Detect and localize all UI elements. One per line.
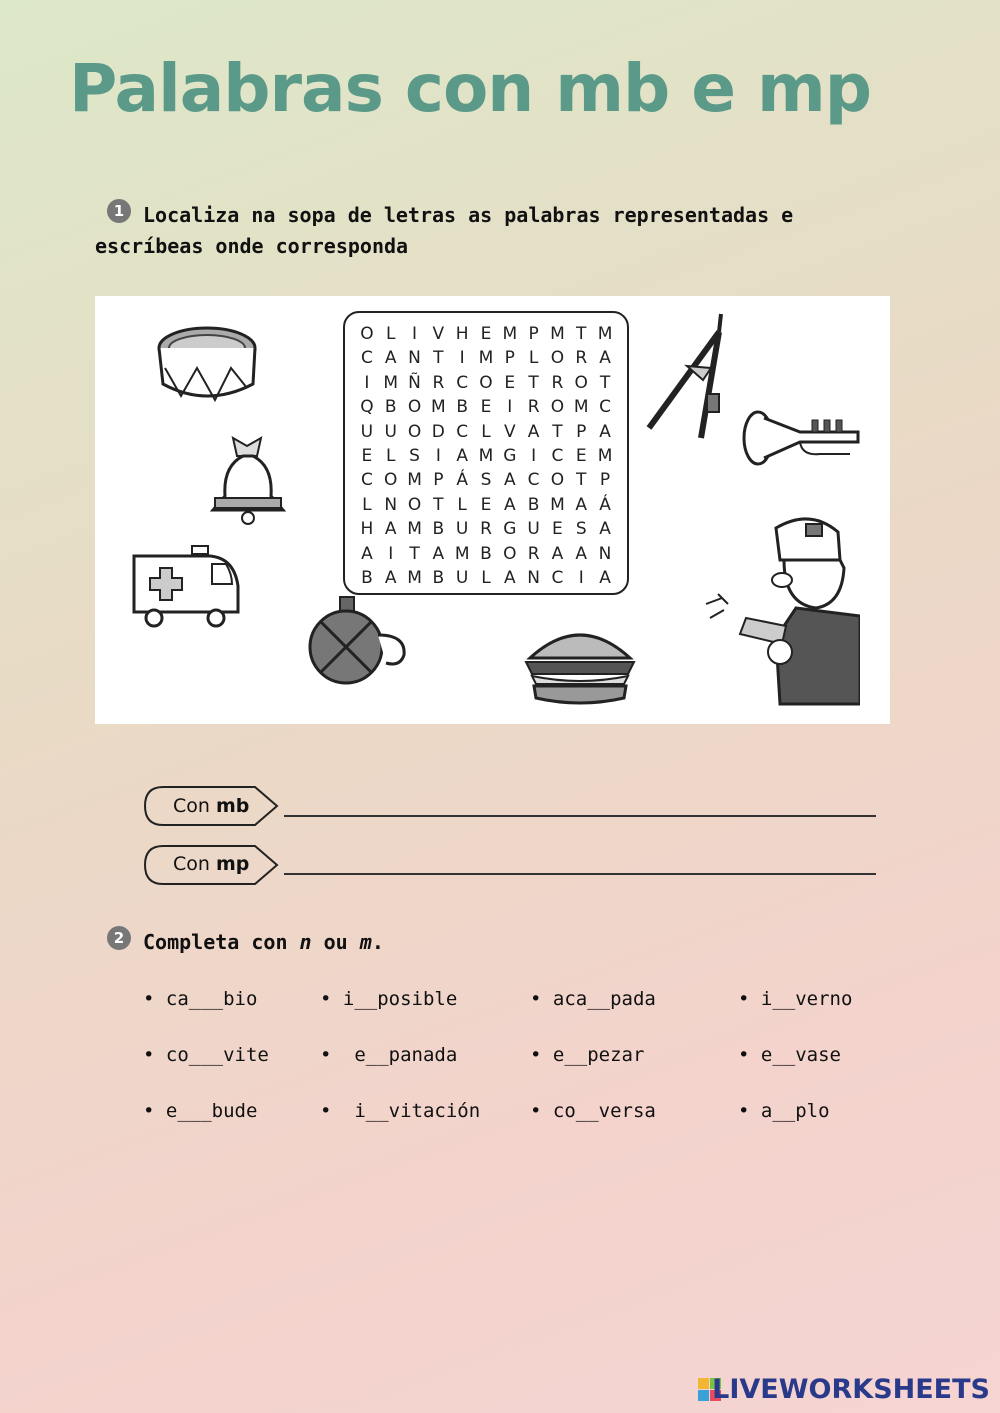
word-search-letter[interactable]: T (552, 421, 563, 442)
exercise-item[interactable]: • co___vite (143, 1044, 269, 1066)
word-search-letter[interactable]: N (408, 348, 421, 369)
bell-icon (203, 426, 293, 526)
word-search-letter[interactable]: R (432, 372, 445, 393)
word-search-letter[interactable]: M (597, 324, 613, 344)
exercise-item[interactable]: • aca__pada (530, 988, 656, 1010)
word-search-letter[interactable]: I (578, 568, 584, 588)
word-search-letter[interactable]: I (388, 543, 394, 564)
word-search-letter[interactable]: A (599, 421, 611, 442)
word-search-letter[interactable]: G (503, 519, 517, 540)
word-search-letter[interactable]: M (407, 519, 422, 540)
word-search-letter[interactable]: S (575, 519, 587, 540)
word-search-letter[interactable]: A (551, 543, 564, 564)
word-search-letter[interactable]: D (431, 421, 445, 442)
section-2-number: 2 (107, 926, 131, 950)
section-1-number: 1 (107, 199, 131, 223)
word-search-letter[interactable]: A (527, 421, 540, 442)
word-search-letter[interactable]: S (480, 470, 492, 491)
word-search-row (355, 348, 617, 372)
word-search-letter[interactable]: E (575, 446, 587, 466)
word-search-letter[interactable]: O (503, 543, 517, 564)
word-search-letter[interactable]: P (504, 348, 515, 369)
word-search-letter[interactable]: P (599, 470, 611, 491)
word-search-letter[interactable]: A (503, 494, 516, 515)
word-search-letter[interactable]: I (459, 348, 465, 369)
word-search-letter[interactable]: E (361, 446, 373, 466)
exercise-item[interactable]: • ca___bio (143, 988, 258, 1010)
word-search-letter[interactable]: A (599, 519, 611, 540)
section-2-middle: ou (311, 930, 360, 954)
word-search-letter[interactable]: B (361, 568, 373, 588)
word-search-row (355, 324, 617, 348)
word-search-letter[interactable]: U (455, 519, 469, 540)
word-search-letter[interactable]: A (432, 543, 445, 564)
word-search-row (355, 422, 617, 446)
word-search-letter[interactable]: O (360, 324, 374, 344)
word-search-letter[interactable]: O (479, 372, 493, 393)
word-search-letter[interactable]: C (456, 421, 469, 442)
word-search-letter[interactable]: A (599, 568, 611, 588)
word-search-letter[interactable]: U (455, 568, 469, 588)
word-search-letter[interactable]: B (480, 543, 492, 564)
word-search-letter[interactable]: R (527, 397, 540, 418)
label-con-mb (173, 795, 249, 817)
word-search-letter[interactable]: O (574, 372, 588, 393)
word-search-letter[interactable]: L (362, 494, 372, 515)
word-search-letter[interactable]: I (412, 324, 418, 344)
word-search-letter[interactable]: B (384, 397, 397, 418)
word-search-letter[interactable]: U (360, 421, 374, 442)
word-search-letter[interactable]: C (599, 397, 611, 418)
word-search-letter[interactable]: A (384, 519, 397, 540)
word-search-letter[interactable]: Á (599, 494, 611, 515)
word-search-letter[interactable]: M (431, 397, 446, 418)
exercise-item[interactable]: • e__panada (320, 1044, 458, 1066)
word-search-letter[interactable]: V (432, 324, 445, 344)
word-search-letter[interactable]: G (503, 446, 517, 466)
word-search-row (355, 373, 617, 397)
word-search-letter[interactable]: E (552, 519, 563, 540)
word-search-row (355, 544, 617, 568)
word-search-letter[interactable]: L (481, 568, 491, 588)
exercise-item[interactable]: • co__versa (530, 1100, 656, 1122)
word-search-letter[interactable]: T (409, 543, 420, 564)
word-search-letter[interactable]: C (551, 568, 564, 588)
word-search-letter[interactable]: O (407, 421, 422, 442)
word-search-row (355, 495, 617, 519)
firefighter-icon (700, 508, 860, 708)
word-search-letter[interactable]: N (384, 494, 398, 515)
drum-icon (153, 324, 263, 408)
word-search-letter[interactable]: V (503, 421, 516, 442)
word-search-letter[interactable]: R (527, 543, 540, 564)
word-search-letter[interactable]: L (457, 494, 467, 515)
word-search-letter[interactable]: A (503, 568, 516, 588)
word-search-letter[interactable]: C (360, 348, 373, 369)
word-search-letter[interactable]: M (550, 494, 565, 515)
ambulance-icon (130, 536, 245, 632)
word-search-letter[interactable]: T (576, 470, 587, 491)
word-search-letter[interactable]: C (527, 470, 540, 491)
word-search-letter[interactable]: Ñ (408, 372, 421, 393)
exercise-item[interactable]: • e__vase (738, 1044, 841, 1066)
word-search-letter[interactable]: B (432, 568, 445, 588)
word-search-letter[interactable]: A (503, 470, 516, 491)
word-search-letter[interactable]: C (456, 372, 469, 393)
word-search-letter[interactable]: O (550, 397, 565, 418)
section-2-instruction (143, 927, 384, 958)
word-search-letter[interactable]: C (360, 470, 373, 491)
word-search-letter[interactable]: T (433, 348, 444, 369)
word-search-row (355, 397, 617, 421)
word-search-letter[interactable]: B (456, 397, 468, 418)
word-search-letter[interactable]: Q (360, 397, 374, 418)
section-2-prefix: Completa con (143, 930, 300, 954)
word-search-letter[interactable]: R (575, 348, 588, 369)
word-search-letter[interactable]: L (481, 421, 491, 442)
word-search-letter[interactable]: A (384, 348, 397, 369)
exercise-item[interactable]: • a__plo (738, 1100, 830, 1122)
word-search-letter[interactable]: S (409, 446, 420, 466)
section-1-instruction-line1: Localiza na sopa de letras as palabras representadas e (143, 203, 794, 227)
word-search-letter[interactable]: M (383, 372, 399, 393)
word-search-letter[interactable]: I (435, 446, 441, 466)
word-search-row (355, 470, 617, 494)
word-search-letter[interactable]: M (407, 568, 422, 588)
exercise-item[interactable]: • e__pezar (530, 1044, 645, 1066)
word-search-letter[interactable]: M (502, 324, 518, 344)
word-search-letter[interactable]: M (478, 348, 494, 369)
word-search-letter[interactable]: N (527, 568, 540, 588)
word-search-letter[interactable]: R (551, 372, 564, 393)
word-search-letter[interactable]: P (576, 421, 587, 442)
word-search-letter[interactable]: E (480, 324, 492, 344)
word-search-grid (343, 311, 629, 595)
section-2-letter-n: n (299, 930, 312, 954)
word-search-letter[interactable]: L (385, 324, 396, 344)
word-search-letter[interactable]: O (407, 494, 422, 515)
word-search-letter[interactable]: C (551, 446, 564, 466)
compass-icon (643, 310, 733, 445)
word-search-letter[interactable]: T (528, 372, 539, 393)
word-search-panel (95, 296, 890, 724)
word-search-letter[interactable]: O (550, 470, 565, 491)
label-con-mp-bold: mp (215, 853, 250, 875)
word-search-letter[interactable]: E (504, 372, 516, 393)
word-search-row (355, 519, 617, 543)
word-search-letter[interactable]: Á (456, 470, 468, 491)
canteen-icon (290, 591, 410, 691)
answer-line-mb[interactable] (284, 815, 876, 817)
word-search-letter[interactable]: T (433, 494, 444, 515)
word-search-letter[interactable]: P (433, 470, 444, 491)
word-search-letter[interactable]: T (599, 372, 611, 393)
word-search-letter[interactable]: L (385, 446, 396, 466)
word-search-letter[interactable]: H (360, 519, 374, 540)
word-search-letter[interactable]: M (597, 446, 613, 466)
section-1-instruction-line2: escríbeas onde corresponda (95, 234, 409, 258)
exercise-item[interactable]: • i__vitación (320, 1100, 481, 1122)
liveworksheets-brand: LIVEWORKSHEETS (712, 1374, 990, 1405)
word-search-letter[interactable]: A (384, 568, 397, 588)
word-search-letter[interactable]: M (407, 470, 422, 491)
label-con-mb-bold: mb (215, 795, 250, 817)
word-search-letter[interactable]: A (361, 543, 373, 564)
label-con-mp-prefix: Con (173, 853, 216, 875)
word-search-row (355, 568, 617, 592)
word-search-letter[interactable]: A (575, 494, 588, 515)
trumpet-icon (740, 404, 860, 474)
exercise-item[interactable]: • i__posible (320, 988, 458, 1010)
word-search-letter[interactable]: I (507, 397, 513, 418)
word-search-letter[interactable]: B (432, 519, 445, 540)
answer-line-mp[interactable] (284, 873, 876, 875)
word-search-letter[interactable]: M (478, 446, 494, 466)
word-search-letter[interactable]: O (407, 397, 422, 418)
word-search-letter[interactable]: U (384, 421, 397, 442)
word-search-letter[interactable]: I (364, 372, 370, 393)
word-search-letter[interactable]: E (480, 397, 492, 418)
word-search-letter[interactable]: A (456, 446, 468, 466)
word-search-letter[interactable]: H (455, 324, 469, 344)
word-search-letter[interactable]: O (384, 470, 398, 491)
exercise-item[interactable]: • i__verno (738, 988, 853, 1010)
exercise-item[interactable]: • e___bude (143, 1100, 258, 1122)
label-con-mp (173, 853, 249, 875)
word-search-letter[interactable]: I (531, 446, 537, 466)
word-search-letter[interactable]: M (550, 324, 565, 344)
word-search-letter[interactable]: B (527, 494, 540, 515)
word-search-letter[interactable]: M (573, 397, 589, 418)
word-search-letter[interactable]: A (599, 348, 611, 369)
word-search-letter[interactable]: U (527, 519, 540, 540)
word-search-letter[interactable]: A (575, 543, 588, 564)
word-search-letter[interactable]: E (480, 494, 492, 515)
word-search-letter[interactable]: P (528, 324, 539, 344)
word-search-letter[interactable]: O (550, 348, 565, 369)
hamburger-icon (520, 618, 640, 712)
section-2-suffix: . (371, 930, 384, 954)
word-search-row (355, 446, 617, 470)
word-search-letter[interactable]: T (576, 324, 587, 344)
section-2-letter-m: m (359, 930, 372, 954)
word-search-letter[interactable]: L (528, 348, 539, 369)
word-search-letter[interactable]: R (480, 519, 492, 540)
label-con-mb-prefix: Con (173, 795, 216, 817)
page-title: Palabras con mb e mp (68, 50, 872, 127)
word-search-letter[interactable]: N (598, 543, 612, 564)
word-search-letter[interactable]: M (454, 543, 470, 564)
